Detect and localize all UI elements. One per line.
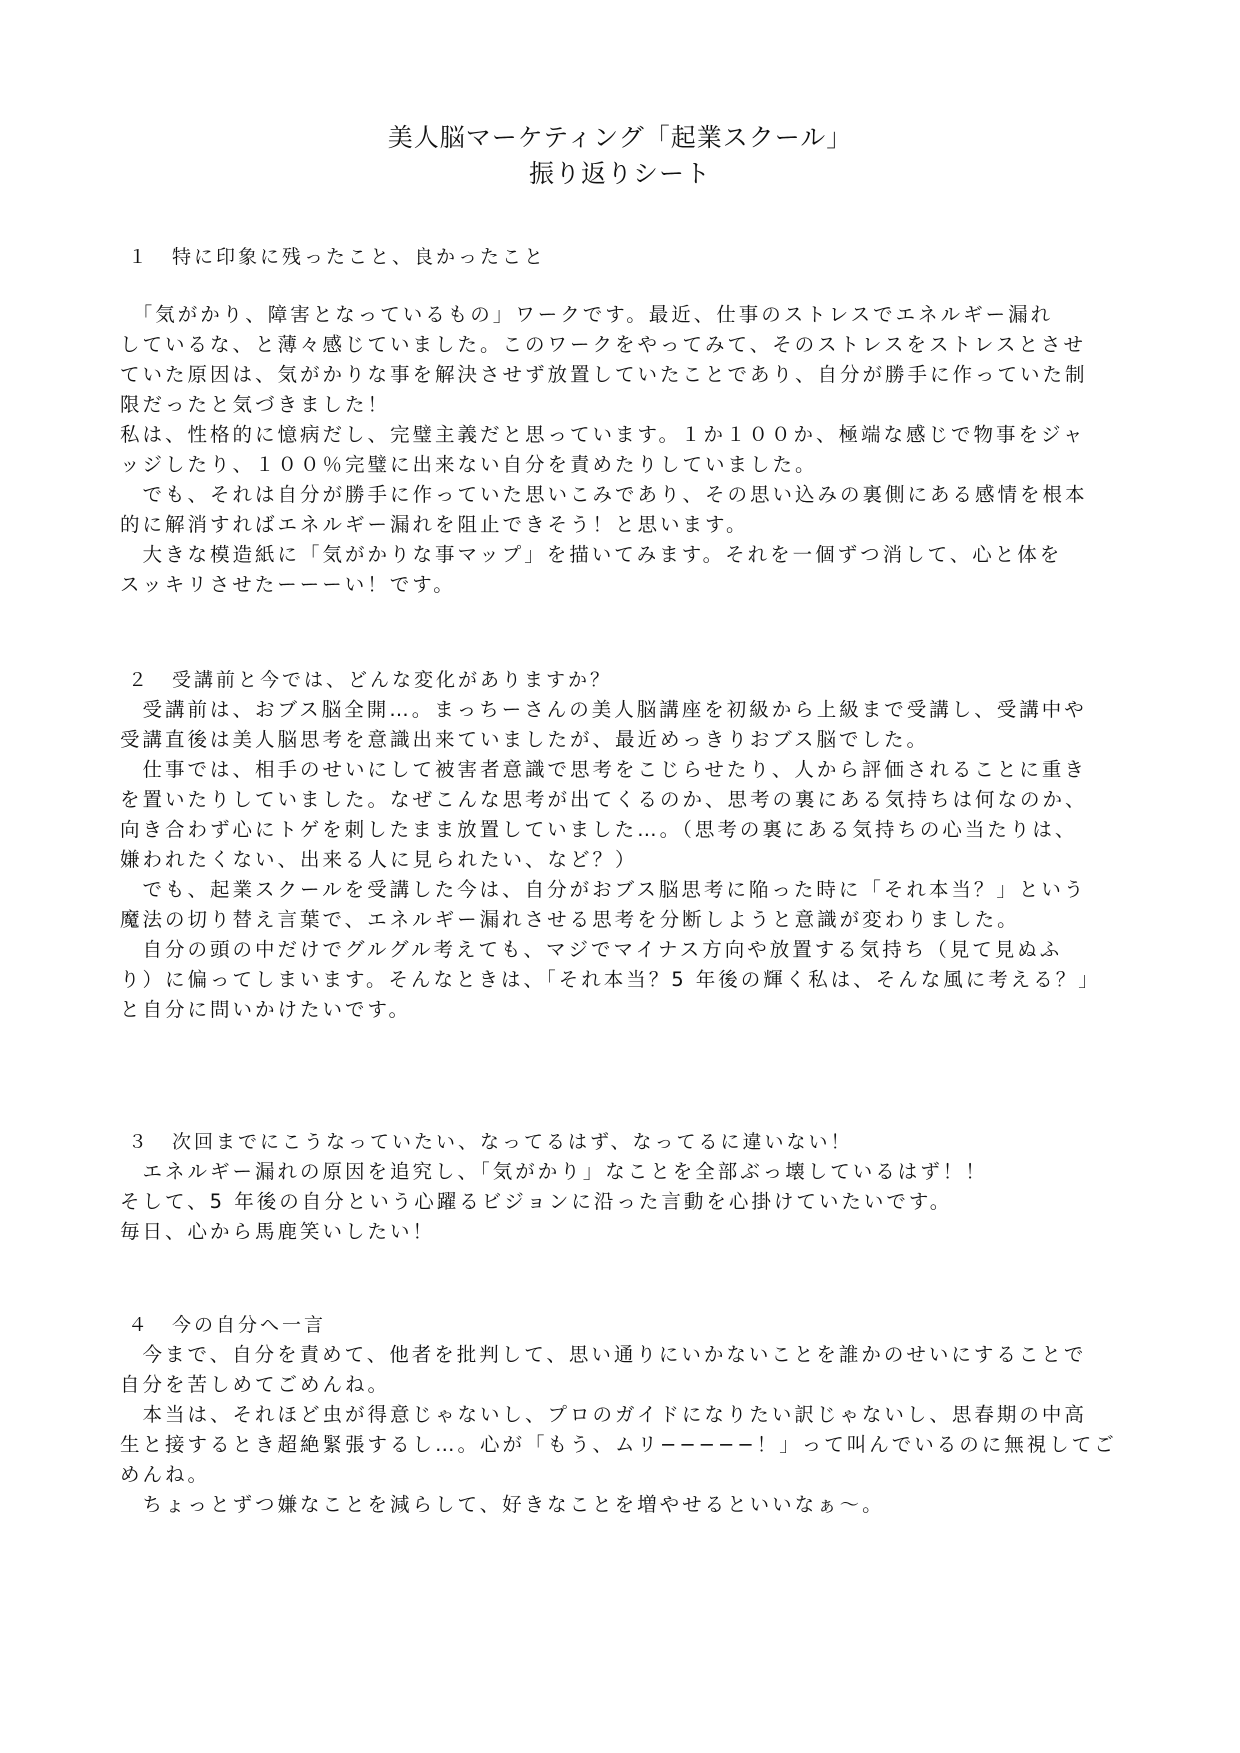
section-1-line: しているな、と薄々感じていました。このワークをやってみて、そのストレスをストレスとさせ — [120, 333, 1086, 356]
section-4-heading: ４ 今の自分へ一言 — [128, 1314, 327, 1336]
section-2-line: 魔法の切り替え言葉で、エネルギー漏れさせる思考を分断しようと意識が変わりました。 — [120, 908, 1020, 931]
section-2-line: を置いたりしていました。なぜこんな思考が出てくるのか、思考の裏にある気持ちは何なのか、 — [120, 788, 1088, 811]
section-1-line: 的に解消すればエネルギー漏れを阻止できそう！と思います。 — [120, 513, 749, 536]
section-1-line: スッキリさせたーーーい！です。 — [120, 573, 456, 596]
section-4-line: 自分を苦しめてごめんね。 — [120, 1373, 391, 1396]
section-2-line: 嫌われたくない、出来る人に見られたい、など？） — [120, 848, 638, 871]
section-2-line: 受講直後は美人脳思考を意識出来ていましたが、最近めっきりおブス脳でした。 — [120, 728, 930, 751]
section-2-line: 受講前は、おブス脳全開…。まっちーさんの美人脳講座を初級から上級まで受講し、受講中や — [120, 698, 1087, 721]
section-1-line: 私は、性格的に憶病だし、完璧主義だと思っています。１か１００か、極端な感じで物事をジャ — [120, 423, 1086, 446]
section-2-line: と自分に問いかけたいです。 — [120, 998, 411, 1021]
section-2-line: 向き合わず心にトゲを刺したまま放置していました…。（思考の裏にある気持ちの心当たりは、 — [120, 818, 1078, 841]
section-3-heading: ３ 次回までにこうなっていたい、なってるはず、なってるに違いない！ — [128, 1131, 853, 1153]
section-2-line: 仕事では、相手のせいにして被害者意識で思考をこじらせたり、人から評価されることに重き — [120, 758, 1087, 781]
section-1-line: でも、それは自分が勝手に作っていた思いこみであり、その思い込みの裏側にある感情を根本 — [120, 483, 1088, 506]
section-3-line: 毎日、心から馬鹿笑いしたい！ — [120, 1220, 436, 1243]
section-2-heading: ２ 受講前と今では、どんな変化がありますか？ — [128, 669, 613, 691]
section-1-line: ていた原因は、気がかりな事を解決させず放置していたことであり、自分が勝手に作っていた制 — [120, 363, 1088, 386]
section-1-line: 限だったと気づきました！ — [120, 393, 391, 416]
section-4-line: ちょっとずつ嫌なことを減らして、好きなことを増やせるといいなぁ～。 — [120, 1493, 885, 1516]
section-2-line: でも、起業スクールを受講した今は、自分がおブス脳思考に陥った時に「それ本当？」という — [120, 878, 1087, 901]
section-4-line: 本当は、それほど虫が得意じゃないし、プロのガイドになりたい訳じゃないし、思春期の中高 — [120, 1403, 1087, 1426]
section-3-line: そして、5 年後の自分という心躍るビジョンに沿った言動を心掛けていたいです。 — [120, 1190, 953, 1213]
section-2-line: り）に偏ってしまいます。そんなときは、「それ本当？5 年後の輝く私は、そんな風に考える？」 — [120, 968, 1101, 991]
section-1-heading: １ 特に印象に残ったこと、良かったこと — [128, 246, 547, 268]
section-2-line: 自分の頭の中だけでグルグル考えても、マジでマイナス方向や放置する気持ち（見て見ぬふ — [120, 938, 1063, 961]
section-4-line: 今まで、自分を責めて、他者を批判して、思い通りにいかないことを誰かのせいにすることで — [120, 1343, 1087, 1366]
section-3-line: エネルギー漏れの原因を追究し、「気がかり」なことを全部ぶっ壊しているはず！！ — [120, 1160, 988, 1183]
section-1-line: ッジしたり、１００％完璧に出来ない自分を責めたりしていました。 — [120, 453, 818, 476]
section-4-line: 生と接するとき超絶緊張するし…。心が「もう、ムリ−−−−−！」って叫んでいるのに無視してご — [120, 1433, 1117, 1456]
section-1-line: 大きな模造紙に「気がかりな事マップ」を描いてみます。それを一個ずつ消して、心と体を — [120, 543, 1063, 566]
section-1-line: 「気がかり、障害となっているもの」ワークです。最近、仕事のストレスでエネルギー漏れ — [120, 303, 1054, 326]
document-subtitle: 振り返りシート — [528, 159, 711, 188]
document-title: 美人脳マーケティング「起業スクール」 — [387, 123, 853, 152]
section-4-line: めんね。 — [120, 1463, 211, 1486]
